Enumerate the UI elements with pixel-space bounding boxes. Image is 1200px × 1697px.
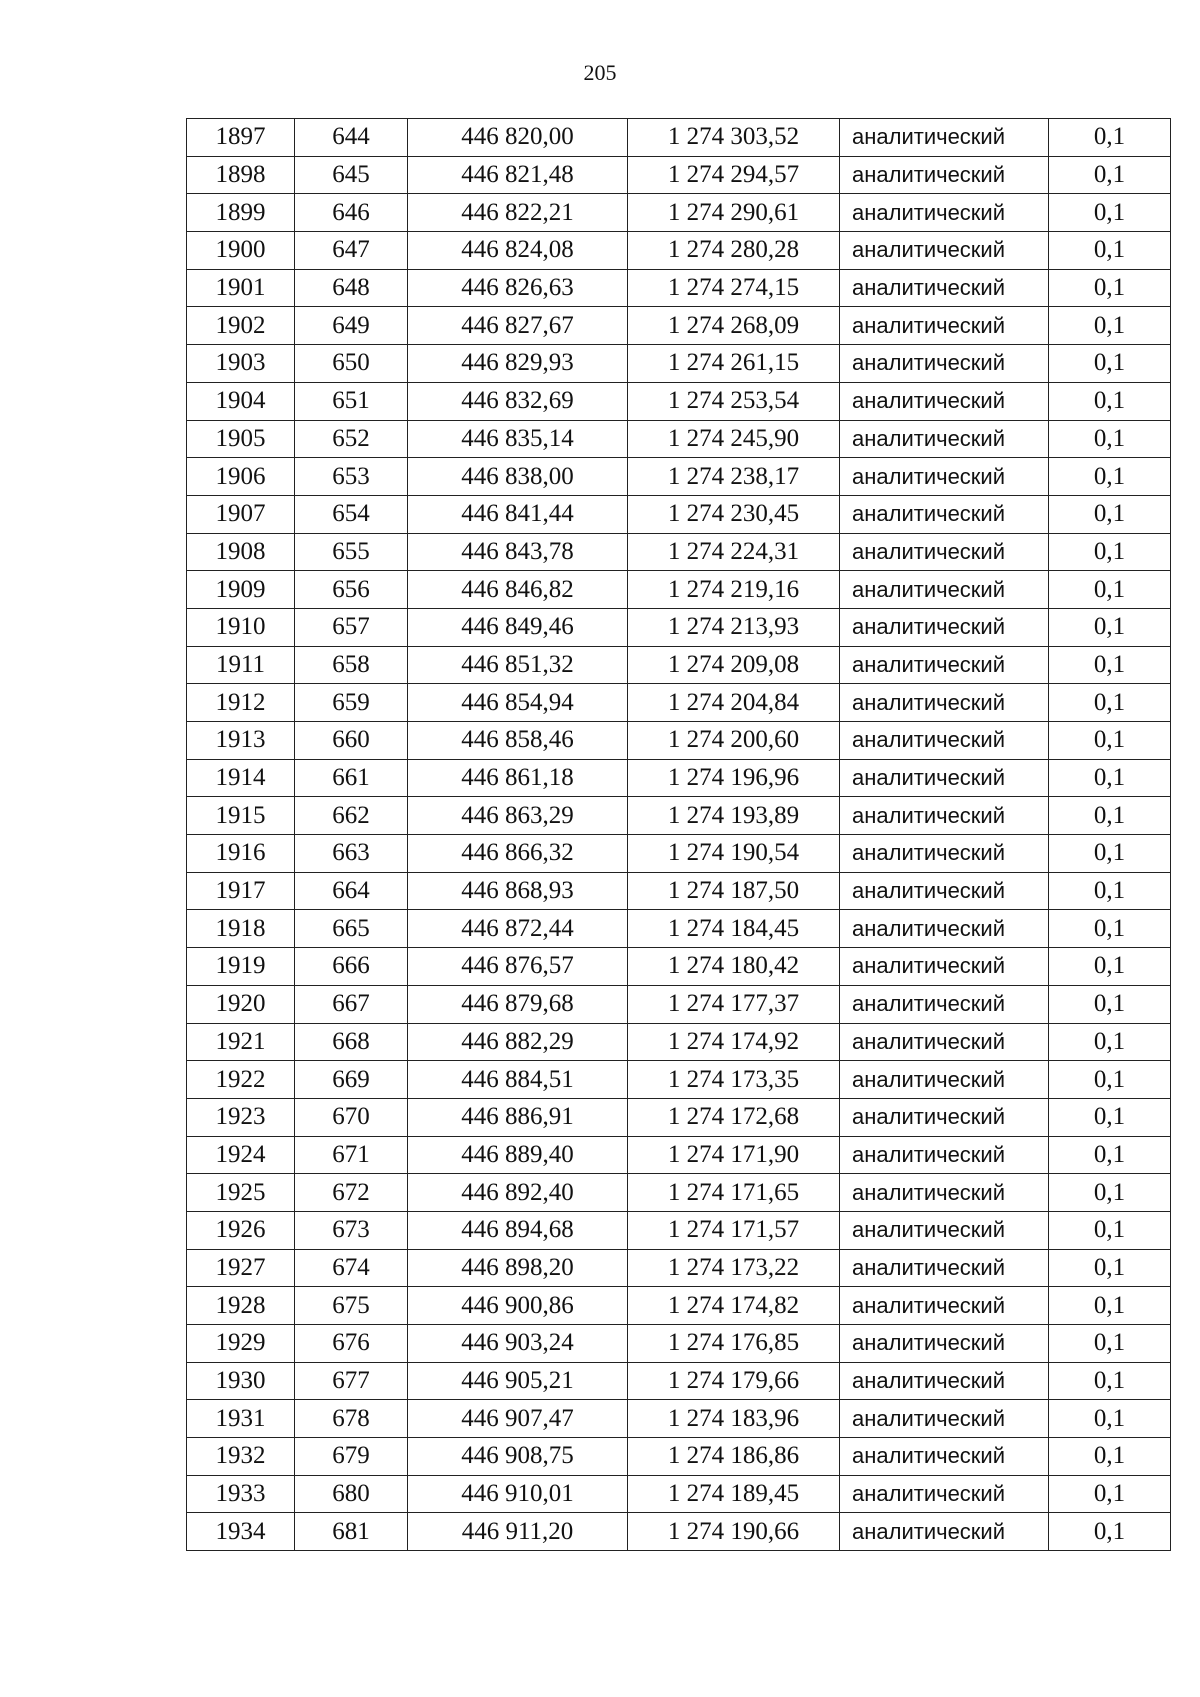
cell-coord-y: 1 274 224,31: [628, 533, 840, 571]
cell-coord-x: 446 863,29: [408, 797, 628, 835]
cell-accuracy: 0,1: [1049, 835, 1171, 873]
cell-coord-y: 1 274 253,54: [628, 382, 840, 420]
table-row: [187, 420, 1171, 458]
cell-row-number: 1907: [187, 495, 295, 533]
cell-accuracy: 0,1: [1049, 382, 1171, 420]
cell-method: аналитический: [840, 232, 1049, 270]
cell-accuracy: 0,1: [1049, 1287, 1171, 1325]
cell-row-number: 1934: [187, 1513, 295, 1551]
cell-point-number: 669: [295, 1061, 408, 1099]
cell-coord-y: 1 274 261,15: [628, 345, 840, 383]
cell-coord-x: 446 838,00: [408, 458, 628, 496]
cell-coord-y: 1 274 200,60: [628, 722, 840, 760]
cell-accuracy: 0,1: [1049, 495, 1171, 533]
cell-point-number: 680: [295, 1475, 408, 1513]
cell-row-number: 1903: [187, 345, 295, 383]
table-row: [187, 646, 1171, 684]
cell-method: аналитический: [840, 495, 1049, 533]
table-row: [187, 382, 1171, 420]
cell-point-number: 646: [295, 194, 408, 232]
cell-method: аналитический: [840, 1136, 1049, 1174]
cell-coord-y: 1 274 180,42: [628, 948, 840, 986]
table-row: [187, 1400, 1171, 1438]
cell-coord-y: 1 274 183,96: [628, 1400, 840, 1438]
cell-accuracy: 0,1: [1049, 948, 1171, 986]
cell-point-number: 663: [295, 835, 408, 873]
coordinates-table-body: [187, 119, 1171, 1551]
cell-coord-x: 446 827,67: [408, 307, 628, 345]
table-row: [187, 1211, 1171, 1249]
cell-row-number: 1922: [187, 1061, 295, 1099]
cell-coord-y: 1 274 303,52: [628, 119, 840, 157]
cell-coord-x: 446 829,93: [408, 345, 628, 383]
cell-method: аналитический: [840, 684, 1049, 722]
cell-accuracy: 0,1: [1049, 307, 1171, 345]
cell-method: аналитический: [840, 269, 1049, 307]
cell-coord-y: 1 274 230,45: [628, 495, 840, 533]
cell-coord-x: 446 894,68: [408, 1211, 628, 1249]
coordinates-table: [186, 118, 1171, 1551]
cell-method: аналитический: [840, 646, 1049, 684]
table-row: [187, 533, 1171, 571]
cell-coord-y: 1 274 193,89: [628, 797, 840, 835]
table-row: [187, 759, 1171, 797]
cell-accuracy: 0,1: [1049, 232, 1171, 270]
table-row: [187, 872, 1171, 910]
cell-method: аналитический: [840, 458, 1049, 496]
cell-point-number: 653: [295, 458, 408, 496]
cell-row-number: 1914: [187, 759, 295, 797]
table-row: [187, 684, 1171, 722]
table-row: [187, 119, 1171, 157]
cell-point-number: 677: [295, 1362, 408, 1400]
cell-row-number: 1921: [187, 1023, 295, 1061]
cell-point-number: 649: [295, 307, 408, 345]
table-row: [187, 1475, 1171, 1513]
cell-coord-x: 446 879,68: [408, 985, 628, 1023]
cell-coord-x: 446 849,46: [408, 608, 628, 646]
cell-coord-y: 1 274 174,82: [628, 1287, 840, 1325]
cell-method: аналитический: [840, 533, 1049, 571]
cell-row-number: 1908: [187, 533, 295, 571]
cell-point-number: 678: [295, 1400, 408, 1438]
cell-accuracy: 0,1: [1049, 458, 1171, 496]
cell-accuracy: 0,1: [1049, 910, 1171, 948]
table-row: [187, 156, 1171, 194]
cell-accuracy: 0,1: [1049, 1211, 1171, 1249]
cell-coord-x: 446 882,29: [408, 1023, 628, 1061]
cell-method: аналитический: [840, 420, 1049, 458]
cell-row-number: 1925: [187, 1174, 295, 1212]
cell-method: аналитический: [840, 1061, 1049, 1099]
cell-coord-x: 446 884,51: [408, 1061, 628, 1099]
cell-method: аналитический: [840, 1325, 1049, 1363]
cell-method: аналитический: [840, 1475, 1049, 1513]
cell-method: аналитический: [840, 571, 1049, 609]
cell-coord-x: 446 892,40: [408, 1174, 628, 1212]
cell-row-number: 1898: [187, 156, 295, 194]
table-row: [187, 232, 1171, 270]
cell-method: аналитический: [840, 382, 1049, 420]
cell-method: аналитический: [840, 1023, 1049, 1061]
table-row: [187, 1513, 1171, 1551]
cell-method: аналитический: [840, 1287, 1049, 1325]
cell-row-number: 1904: [187, 382, 295, 420]
table-row: [187, 1249, 1171, 1287]
cell-point-number: 675: [295, 1287, 408, 1325]
table-row: [187, 571, 1171, 609]
cell-row-number: 1900: [187, 232, 295, 270]
cell-coord-y: 1 274 176,85: [628, 1325, 840, 1363]
cell-method: аналитический: [840, 307, 1049, 345]
cell-coord-x: 446 911,20: [408, 1513, 628, 1551]
table-row: [187, 1287, 1171, 1325]
cell-coord-x: 446 900,86: [408, 1287, 628, 1325]
cell-accuracy: 0,1: [1049, 420, 1171, 458]
table-row: [187, 1174, 1171, 1212]
cell-accuracy: 0,1: [1049, 872, 1171, 910]
table-row: [187, 1098, 1171, 1136]
cell-row-number: 1927: [187, 1249, 295, 1287]
cell-accuracy: 0,1: [1049, 1174, 1171, 1212]
cell-point-number: 681: [295, 1513, 408, 1551]
cell-row-number: 1917: [187, 872, 295, 910]
cell-accuracy: 0,1: [1049, 684, 1171, 722]
cell-point-number: 652: [295, 420, 408, 458]
table-row: [187, 722, 1171, 760]
cell-row-number: 1911: [187, 646, 295, 684]
cell-accuracy: 0,1: [1049, 1362, 1171, 1400]
cell-accuracy: 0,1: [1049, 1400, 1171, 1438]
cell-method: аналитический: [840, 910, 1049, 948]
cell-row-number: 1920: [187, 985, 295, 1023]
table-row: [187, 307, 1171, 345]
table-row: [187, 194, 1171, 232]
table-row: [187, 1136, 1171, 1174]
table-row: [187, 1438, 1171, 1476]
cell-coord-y: 1 274 274,15: [628, 269, 840, 307]
cell-coord-x: 446 886,91: [408, 1098, 628, 1136]
cell-coord-x: 446 898,20: [408, 1249, 628, 1287]
cell-row-number: 1928: [187, 1287, 295, 1325]
cell-method: аналитический: [840, 345, 1049, 383]
cell-accuracy: 0,1: [1049, 269, 1171, 307]
cell-point-number: 670: [295, 1098, 408, 1136]
cell-coord-y: 1 274 184,45: [628, 910, 840, 948]
cell-accuracy: 0,1: [1049, 1023, 1171, 1061]
cell-coord-x: 446 835,14: [408, 420, 628, 458]
cell-coord-y: 1 274 187,50: [628, 872, 840, 910]
cell-accuracy: 0,1: [1049, 1438, 1171, 1476]
cell-accuracy: 0,1: [1049, 722, 1171, 760]
cell-coord-y: 1 274 290,61: [628, 194, 840, 232]
cell-coord-y: 1 274 189,45: [628, 1475, 840, 1513]
cell-accuracy: 0,1: [1049, 1325, 1171, 1363]
cell-coord-x: 446 866,32: [408, 835, 628, 873]
cell-coord-y: 1 274 204,84: [628, 684, 840, 722]
cell-point-number: 660: [295, 722, 408, 760]
table-row: [187, 269, 1171, 307]
table-row: [187, 495, 1171, 533]
cell-coord-x: 446 841,44: [408, 495, 628, 533]
cell-row-number: 1926: [187, 1211, 295, 1249]
cell-row-number: 1901: [187, 269, 295, 307]
cell-coord-y: 1 274 219,16: [628, 571, 840, 609]
cell-coord-y: 1 274 174,92: [628, 1023, 840, 1061]
cell-accuracy: 0,1: [1049, 194, 1171, 232]
cell-row-number: 1905: [187, 420, 295, 458]
cell-point-number: 667: [295, 985, 408, 1023]
cell-method: аналитический: [840, 759, 1049, 797]
cell-point-number: 665: [295, 910, 408, 948]
cell-accuracy: 0,1: [1049, 1136, 1171, 1174]
cell-coord-y: 1 274 245,90: [628, 420, 840, 458]
table-row: [187, 948, 1171, 986]
cell-point-number: 644: [295, 119, 408, 157]
cell-method: аналитический: [840, 835, 1049, 873]
cell-accuracy: 0,1: [1049, 797, 1171, 835]
cell-point-number: 662: [295, 797, 408, 835]
cell-point-number: 651: [295, 382, 408, 420]
cell-coord-y: 1 274 173,35: [628, 1061, 840, 1099]
cell-accuracy: 0,1: [1049, 156, 1171, 194]
cell-row-number: 1909: [187, 571, 295, 609]
table-row: [187, 345, 1171, 383]
cell-coord-x: 446 872,44: [408, 910, 628, 948]
cell-method: аналитический: [840, 1211, 1049, 1249]
cell-row-number: 1913: [187, 722, 295, 760]
table-row: [187, 458, 1171, 496]
cell-row-number: 1930: [187, 1362, 295, 1400]
cell-point-number: 656: [295, 571, 408, 609]
cell-coord-x: 446 889,40: [408, 1136, 628, 1174]
cell-coord-y: 1 274 209,08: [628, 646, 840, 684]
cell-coord-y: 1 274 173,22: [628, 1249, 840, 1287]
cell-coord-x: 446 832,69: [408, 382, 628, 420]
cell-row-number: 1929: [187, 1325, 295, 1363]
cell-row-number: 1915: [187, 797, 295, 835]
cell-point-number: 676: [295, 1325, 408, 1363]
cell-coord-x: 446 851,32: [408, 646, 628, 684]
cell-row-number: 1933: [187, 1475, 295, 1513]
cell-row-number: 1897: [187, 119, 295, 157]
cell-accuracy: 0,1: [1049, 608, 1171, 646]
cell-method: аналитический: [840, 985, 1049, 1023]
cell-coord-y: 1 274 238,17: [628, 458, 840, 496]
cell-coord-y: 1 274 186,86: [628, 1438, 840, 1476]
cell-point-number: 650: [295, 345, 408, 383]
table-row: [187, 1023, 1171, 1061]
cell-accuracy: 0,1: [1049, 1249, 1171, 1287]
cell-method: аналитический: [840, 1362, 1049, 1400]
cell-row-number: 1924: [187, 1136, 295, 1174]
cell-coord-x: 446 908,75: [408, 1438, 628, 1476]
cell-coord-x: 446 843,78: [408, 533, 628, 571]
cell-coord-x: 446 876,57: [408, 948, 628, 986]
cell-coord-x: 446 824,08: [408, 232, 628, 270]
cell-method: аналитический: [840, 948, 1049, 986]
cell-method: аналитический: [840, 608, 1049, 646]
cell-point-number: 648: [295, 269, 408, 307]
cell-method: аналитический: [840, 1513, 1049, 1551]
cell-coord-x: 446 910,01: [408, 1475, 628, 1513]
cell-accuracy: 0,1: [1049, 533, 1171, 571]
cell-row-number: 1910: [187, 608, 295, 646]
cell-point-number: 672: [295, 1174, 408, 1212]
cell-method: аналитический: [840, 194, 1049, 232]
cell-accuracy: 0,1: [1049, 119, 1171, 157]
cell-method: аналитический: [840, 1249, 1049, 1287]
cell-coord-y: 1 274 179,66: [628, 1362, 840, 1400]
cell-coord-x: 446 903,24: [408, 1325, 628, 1363]
cell-point-number: 658: [295, 646, 408, 684]
cell-point-number: 645: [295, 156, 408, 194]
cell-coord-x: 446 905,21: [408, 1362, 628, 1400]
cell-method: аналитический: [840, 119, 1049, 157]
cell-point-number: 679: [295, 1438, 408, 1476]
cell-accuracy: 0,1: [1049, 345, 1171, 383]
cell-coord-y: 1 274 190,66: [628, 1513, 840, 1551]
cell-row-number: 1902: [187, 307, 295, 345]
cell-coord-y: 1 274 177,37: [628, 985, 840, 1023]
cell-coord-x: 446 861,18: [408, 759, 628, 797]
cell-method: аналитический: [840, 797, 1049, 835]
cell-coord-y: 1 274 294,57: [628, 156, 840, 194]
cell-method: аналитический: [840, 872, 1049, 910]
cell-point-number: 668: [295, 1023, 408, 1061]
cell-accuracy: 0,1: [1049, 759, 1171, 797]
cell-accuracy: 0,1: [1049, 646, 1171, 684]
cell-row-number: 1906: [187, 458, 295, 496]
cell-coord-y: 1 274 190,54: [628, 835, 840, 873]
cell-row-number: 1918: [187, 910, 295, 948]
cell-point-number: 654: [295, 495, 408, 533]
cell-row-number: 1899: [187, 194, 295, 232]
cell-point-number: 657: [295, 608, 408, 646]
cell-coord-y: 1 274 280,28: [628, 232, 840, 270]
cell-point-number: 659: [295, 684, 408, 722]
cell-coord-y: 1 274 171,90: [628, 1136, 840, 1174]
cell-coord-y: 1 274 172,68: [628, 1098, 840, 1136]
cell-coord-x: 446 868,93: [408, 872, 628, 910]
cell-method: аналитический: [840, 156, 1049, 194]
cell-coord-y: 1 274 171,57: [628, 1211, 840, 1249]
cell-point-number: 671: [295, 1136, 408, 1174]
table-row: [187, 797, 1171, 835]
cell-coord-y: 1 274 268,09: [628, 307, 840, 345]
cell-row-number: 1919: [187, 948, 295, 986]
cell-coord-x: 446 821,48: [408, 156, 628, 194]
cell-accuracy: 0,1: [1049, 1475, 1171, 1513]
cell-row-number: 1931: [187, 1400, 295, 1438]
cell-coord-x: 446 858,46: [408, 722, 628, 760]
cell-row-number: 1923: [187, 1098, 295, 1136]
cell-accuracy: 0,1: [1049, 1513, 1171, 1551]
cell-accuracy: 0,1: [1049, 1098, 1171, 1136]
cell-point-number: 674: [295, 1249, 408, 1287]
cell-coord-y: 1 274 171,65: [628, 1174, 840, 1212]
table-row: [187, 1362, 1171, 1400]
cell-coord-x: 446 822,21: [408, 194, 628, 232]
cell-point-number: 673: [295, 1211, 408, 1249]
cell-row-number: 1932: [187, 1438, 295, 1476]
cell-point-number: 666: [295, 948, 408, 986]
cell-method: аналитический: [840, 722, 1049, 760]
cell-method: аналитический: [840, 1438, 1049, 1476]
cell-coord-x: 446 907,47: [408, 1400, 628, 1438]
cell-coord-x: 446 846,82: [408, 571, 628, 609]
cell-accuracy: 0,1: [1049, 985, 1171, 1023]
table-row: [187, 985, 1171, 1023]
cell-point-number: 647: [295, 232, 408, 270]
cell-coord-x: 446 854,94: [408, 684, 628, 722]
cell-point-number: 655: [295, 533, 408, 571]
table-row: [187, 608, 1171, 646]
cell-method: аналитический: [840, 1098, 1049, 1136]
cell-method: аналитический: [840, 1400, 1049, 1438]
page-number: 205: [583, 60, 617, 85]
table-row: [187, 910, 1171, 948]
table-row: [187, 835, 1171, 873]
cell-method: аналитический: [840, 1174, 1049, 1212]
cell-coord-y: 1 274 213,93: [628, 608, 840, 646]
cell-point-number: 661: [295, 759, 408, 797]
cell-accuracy: 0,1: [1049, 1061, 1171, 1099]
cell-accuracy: 0,1: [1049, 571, 1171, 609]
cell-row-number: 1912: [187, 684, 295, 722]
table-row: [187, 1325, 1171, 1363]
cell-coord-x: 446 820,00: [408, 119, 628, 157]
table-row: [187, 1061, 1171, 1099]
cell-row-number: 1916: [187, 835, 295, 873]
cell-coord-y: 1 274 196,96: [628, 759, 840, 797]
cell-point-number: 664: [295, 872, 408, 910]
cell-coord-x: 446 826,63: [408, 269, 628, 307]
